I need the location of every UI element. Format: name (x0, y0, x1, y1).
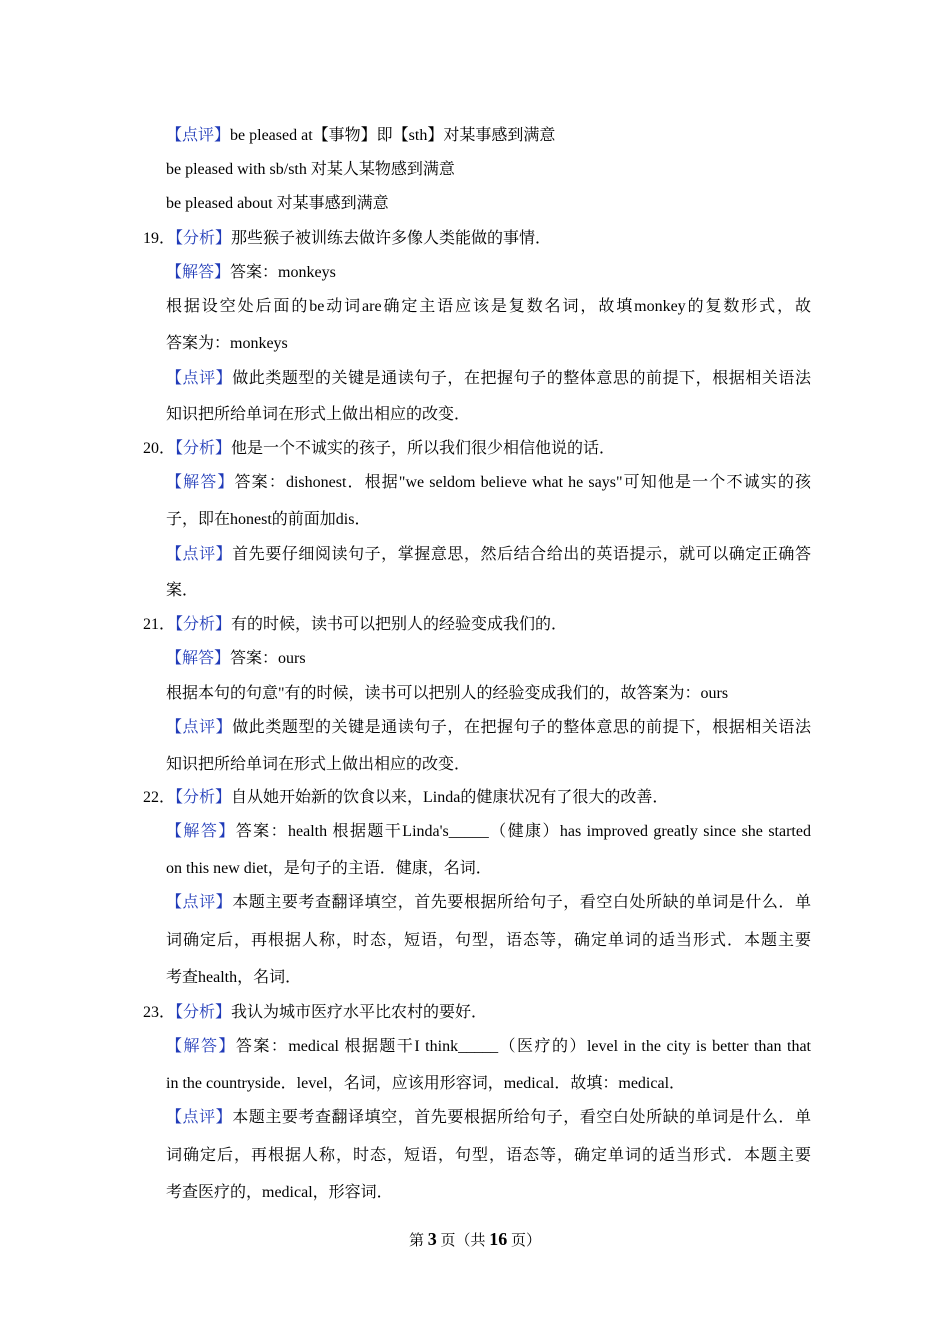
item20-analysis-line (143, 438, 811, 460)
comment-tag: 【点评】 (166, 894, 233, 911)
comment-text: 首先要仔细阅读句子，掌握意思，然后结合给出的英语提示，就可以确定正确答 (232, 546, 811, 563)
item22-answer-line (166, 821, 811, 843)
item21-text-1: 根据本句的句意"有的时候，读书可以把别人的经验变成我们的，故答案为：ours (166, 685, 729, 702)
item21-comment-line-2: 知识把所给单词在形式上做出相应的改变． (166, 756, 471, 773)
analysis-tag: 【分析】 (175, 440, 232, 457)
analysis-tag: 【分析】 (175, 1004, 232, 1021)
item20-comment-line-2: 案． (166, 582, 199, 599)
item22-analysis-line (143, 787, 811, 809)
item20-answer-line-2: 子，即在honest的前面加dis． (166, 511, 371, 528)
item23-answer-line-2: in the countryside．level，名词，应该用形容词，medical．故填：medical． (166, 1075, 686, 1092)
total-page-count: 16 (489, 1229, 508, 1249)
item20-comment-line (166, 544, 811, 566)
analysis-text: 他是一个不诚实的孩子，所以我们很少相信他说的话． (231, 440, 616, 457)
footer-middle: 页（共 (440, 1233, 486, 1249)
question-number: 21． (143, 616, 176, 633)
comment-tag: 【点评】 (166, 546, 233, 563)
item19-comment-line (166, 368, 811, 390)
analysis-tag: 【分析】 (175, 789, 232, 806)
item22-comment-line-2: 词确定后，再根据人称，时态，短语，句型，语态等，确定单词的适当形式．本题主要 (166, 932, 811, 949)
question-number: 23． (143, 1004, 176, 1021)
answer-tag: 【解答】 (166, 650, 231, 667)
item18-line-3: be pleased about 对某事感到满意 (166, 195, 389, 212)
question-number: 19． (143, 230, 176, 247)
item23-comment-line (166, 1107, 811, 1129)
item22-comment-line (166, 892, 811, 914)
item23-comment-line-3: 考查医疗的，medical，形容词． (166, 1184, 393, 1201)
question-number: 20． (143, 440, 176, 457)
answer-text: 答案：health 根据题干Linda's_____（健康）has improved greatly since she started (235, 823, 811, 840)
item21-analysis-line (143, 614, 811, 636)
answer-text: 答案：medical 根据题干I think_____（医疗的）level in the city is better than that (235, 1038, 811, 1055)
answer-text: 答案：monkeys (230, 264, 336, 281)
item18-line-2: be pleased with sb/sth 对某人某物感到满意 (166, 161, 455, 178)
answer-text: 答案：dishonest．根据"we seldom believe what he says"可知他是一个不诚实的孩 (234, 474, 811, 491)
analysis-tag: 【分析】 (175, 616, 232, 633)
item22-answer-line-2: on this new diet，是句子的主语．健康，名词． (166, 860, 492, 877)
comment-text: 本题主要考查翻译填空，首先要根据所给句子，看空白处所缺的单词是什么．单 (232, 1109, 811, 1126)
comment-text: be pleased at【事物】即【sth】对某事感到满意 (230, 127, 556, 144)
analysis-text: 有的时候，读书可以把别人的经验变成我们的． (231, 616, 568, 633)
comment-text: 做此类题型的关键是通读句子，在把握句子的整体意思的前提下，根据相关语法 (232, 719, 811, 736)
comment-tag: 【点评】 (166, 719, 233, 736)
question-number: 22． (143, 789, 176, 806)
item23-analysis-line (143, 1002, 811, 1024)
answer-tag: 【解答】 (166, 1038, 236, 1055)
item23-answer-line (166, 1036, 811, 1058)
comment-tag: 【点评】 (166, 127, 231, 144)
item19-comment-line-2: 知识把所给单词在形式上做出相应的改变． (166, 406, 471, 423)
item21-answer-line (166, 648, 811, 670)
current-page-number: 3 (427, 1229, 437, 1249)
analysis-text: 我认为城市医疗水平比农村的要好． (231, 1004, 488, 1021)
comment-tag: 【点评】 (166, 1109, 233, 1126)
answer-tag: 【解答】 (166, 264, 231, 281)
comment-text: 本题主要考查翻译填空，首先要根据所给句子，看空白处所缺的单词是什么．单 (232, 894, 811, 911)
item19-text-1: 根据设空处后面的be动词are确定主语应该是复数名词，故填monkey的复数形式，故 (166, 298, 811, 315)
answer-tag: 【解答】 (166, 823, 236, 840)
item19-text-2: 答案为：monkeys (166, 335, 288, 352)
footer-prefix: 第 (408, 1233, 424, 1249)
analysis-tag: 【分析】 (175, 230, 232, 247)
comment-text: 做此类题型的关键是通读句子，在把握句子的整体意思的前提下，根据相关语法 (232, 370, 811, 387)
item22-comment-line-3: 考查health，名词． (166, 969, 302, 986)
item20-answer-line (166, 472, 811, 494)
analysis-text: 那些猴子被训练去做许多像人类能做的事情． (231, 230, 552, 247)
item23-comment-line-2: 词确定后，再根据人称，时态，短语，句型，语态等，确定单词的适当形式．本题主要 (166, 1147, 811, 1164)
item18-comment-line (166, 125, 811, 147)
comment-tag: 【点评】 (166, 370, 233, 387)
item19-analysis-line (143, 228, 811, 250)
item21-comment-line (166, 717, 811, 739)
answer-text: 答案：ours (230, 650, 306, 667)
footer-suffix: 页） (511, 1233, 542, 1249)
analysis-text: 自从她开始新的饮食以来，Linda的健康状况有了很大的改善． (231, 789, 669, 806)
page-footer (0, 1228, 950, 1252)
item19-answer-line (166, 262, 811, 284)
answer-tag: 【解答】 (166, 474, 235, 491)
